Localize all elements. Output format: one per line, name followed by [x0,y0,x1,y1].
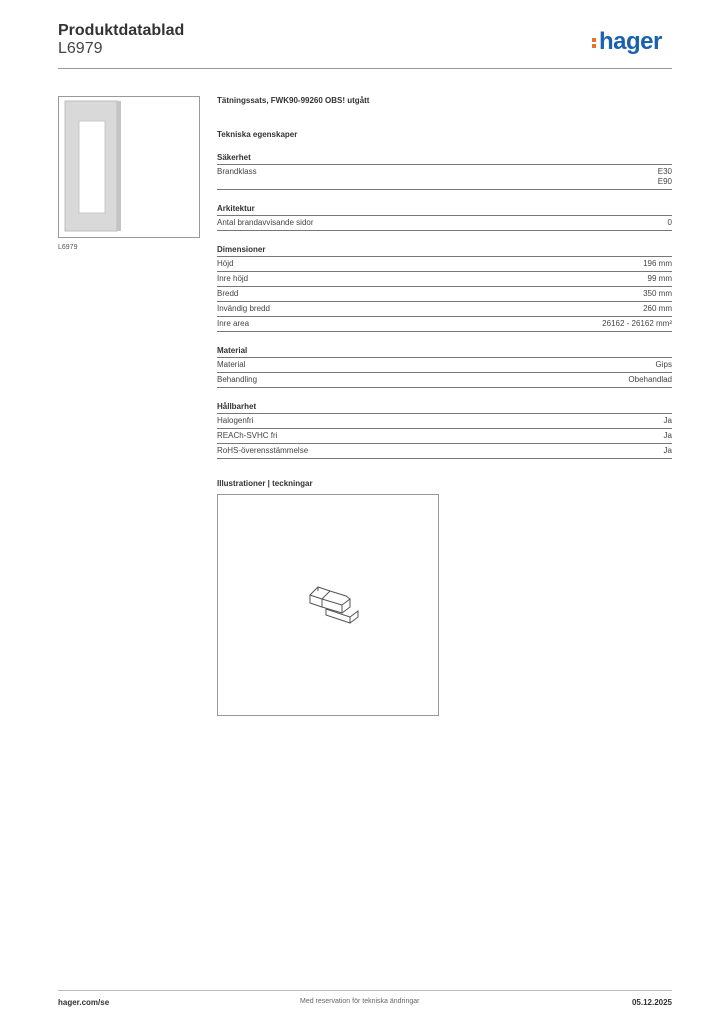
spec-row [217,302,672,317]
specs-heading: Tekniska egenskaper [217,130,298,139]
spec-label: Halogenfri [217,416,254,425]
spec-value: E30 E90 [657,167,672,186]
spec-row [217,414,672,429]
spec-label: Invändig bredd [217,304,270,313]
section-sakerhet [217,153,672,190]
frame-product-image-icon [59,97,199,237]
section-title: Dimensioner [217,245,672,257]
spec-row [217,429,672,444]
main-content [217,96,672,716]
section-dimensioner [217,245,672,332]
product-title: Tätningssats, FWK90-99260 OBS! utgått [217,96,370,105]
logo-dots-icon [592,36,597,50]
spec-label: Antal brandavvisande sidor [217,218,314,227]
thumbnail-caption: L6979 [58,244,78,251]
hager-logo [592,28,662,56]
spec-label: REACh-SVHC fri [217,431,278,440]
footer-divider [58,990,672,991]
spec-value: Gips [655,360,672,369]
spec-label: Material [217,360,246,369]
footer-date: 05.12.2025 [631,998,672,1007]
section-title: Säkerhet [217,153,672,165]
spec-row [217,358,672,373]
section-title: Material [217,346,672,358]
u-profile-drawing-icon [218,495,438,715]
spec-label: RoHS-överensstämmelse [217,446,309,455]
section-material [217,346,672,388]
spec-value: 260 mm [643,304,672,313]
illustration-box [217,494,439,716]
spec-value: 350 mm [643,289,672,298]
spec-label: Behandling [217,375,258,384]
spec-label: Bredd [217,289,239,298]
spec-row [217,216,672,231]
illustrations-heading: Illustrationer | teckningar [217,479,313,488]
footer-note: Med reservation för tekniska ändringar [300,998,420,1005]
spec-value: Ja [663,446,672,455]
spec-row [217,287,672,302]
spec-label: Inre area [217,319,250,328]
product-code: L6979 [58,40,103,57]
spec-label: Höjd [217,259,234,268]
section-hallbarhet [217,402,672,459]
spec-value: 26162 - 26162 mm² [602,319,672,328]
logo-text: hager [599,28,662,55]
spec-label: Inre höjd [217,274,249,283]
header-divider [58,68,672,69]
spec-row [217,444,672,459]
spec-row [217,272,672,287]
spec-row [217,317,672,332]
page-title: Produktdatablad [58,22,185,39]
spec-value: 196 mm [643,259,672,268]
spec-label: Brandklass [217,167,257,176]
footer-site-link[interactable]: hager.com/se [58,998,110,1007]
spec-value: Ja [663,431,672,440]
spec-value: Obehandlad [628,375,672,384]
spec-value: 99 mm [647,274,672,283]
spec-row [217,257,672,272]
spec-row [217,373,672,388]
section-title: Hållbarhet [217,402,672,414]
product-thumbnail [58,96,200,238]
section-arkitektur [217,204,672,231]
spec-value: Ja [663,416,672,425]
spec-row [217,165,672,190]
section-title: Arkitektur [217,204,672,216]
spec-value: 0 [667,218,672,227]
